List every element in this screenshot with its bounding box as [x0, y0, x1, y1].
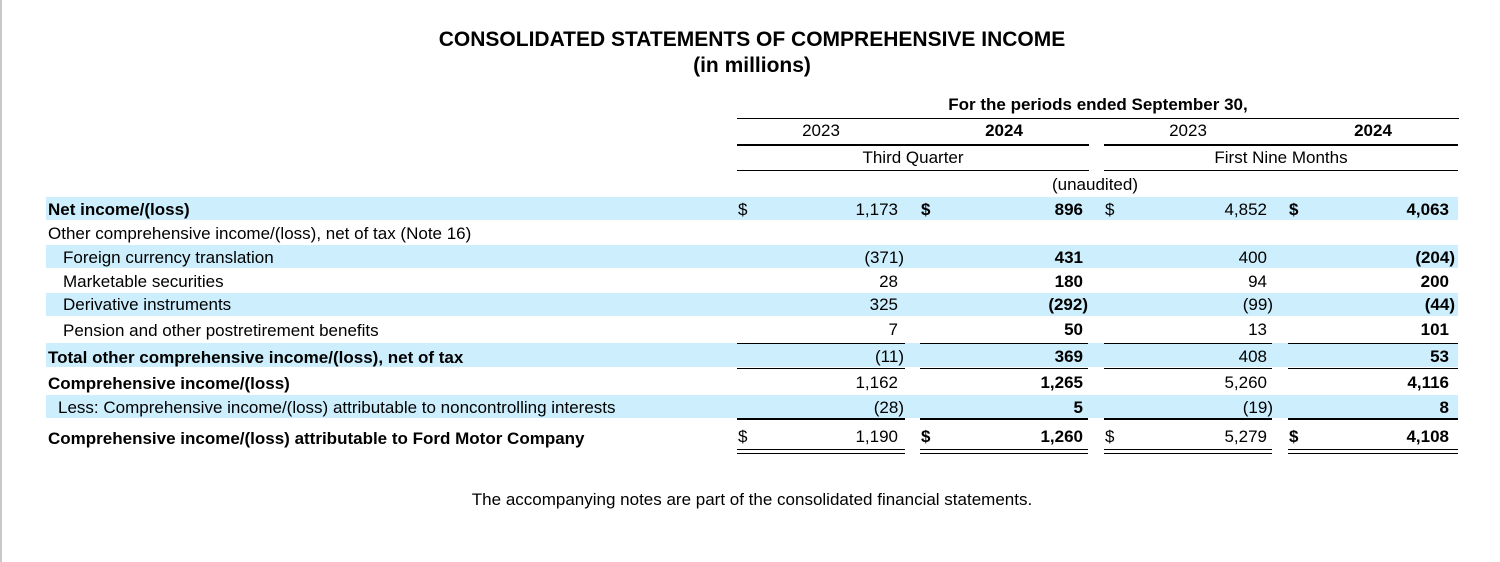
- value-cell: 5: [1073, 398, 1083, 417]
- row-label-marketable-securities: Marketable securities: [63, 272, 224, 291]
- row-label-noncontrolling-interests: Less: Comprehensive income/(loss) attributable to noncontrolling interests: [58, 398, 616, 417]
- row-label-oci-section: Other comprehensive income/(loss), net of tax (Note 16): [48, 224, 472, 243]
- year-2024-q: 2024: [985, 121, 1023, 140]
- total-rule: [1104, 368, 1272, 369]
- quarter-rule: [737, 144, 1089, 146]
- unaudited-note: (unaudited): [1051, 175, 1138, 194]
- value-cell: 1,265: [1040, 373, 1083, 392]
- row-label-attributable-to-ford: Comprehensive income/(loss) attributable to Ford Motor Company: [48, 429, 585, 448]
- value-cell: 7: [888, 320, 898, 339]
- row-label-net-income: Net income/(loss): [48, 200, 190, 219]
- value-cell: 369: [1054, 347, 1083, 366]
- value-cell: 1,260: [1040, 427, 1083, 446]
- value-cell: 8: [1439, 398, 1449, 417]
- subtotal-rule: [1288, 343, 1458, 344]
- subtotal-rule: [1104, 343, 1272, 344]
- value-cell: 1,190: [855, 427, 898, 446]
- year-2024-n: 2024: [1354, 121, 1392, 140]
- value-cell: 200: [1420, 272, 1449, 291]
- ninemonths-rule-2: [1104, 170, 1458, 171]
- periods-header: For the periods ended September 30,: [948, 95, 1248, 114]
- value-cell: 28: [879, 272, 898, 291]
- year-2023-n: 2023: [1169, 121, 1207, 140]
- value-cell: (44): [1424, 295, 1455, 314]
- currency-symbol: $: [1289, 200, 1299, 219]
- value-cell: 4,116: [1407, 373, 1449, 392]
- row-label-derivative-instruments: Derivative instruments: [63, 295, 232, 314]
- value-cell: (11): [875, 347, 904, 366]
- currency-symbol: $: [738, 427, 748, 446]
- value-cell: 1,162: [855, 373, 898, 392]
- value-cell: (19): [1242, 398, 1273, 417]
- value-cell: 4,108: [1406, 427, 1449, 446]
- value-cell: 400: [1238, 248, 1267, 267]
- double-underline: [737, 449, 905, 454]
- row-label-foreign-currency: Foreign currency translation: [63, 248, 274, 267]
- value-cell: 4,063: [1406, 200, 1449, 219]
- subtotal-rule: [737, 343, 905, 344]
- value-cell: 5,279: [1224, 427, 1267, 446]
- final-rule: [920, 418, 1088, 420]
- final-rule: [1104, 418, 1272, 420]
- currency-symbol: $: [1289, 427, 1299, 446]
- ninemonths-rule: [1104, 144, 1458, 146]
- final-rule: [1288, 418, 1458, 420]
- currency-symbol: $: [921, 200, 931, 219]
- footer-note: The accompanying notes are part of the consolidated financial statements.: [471, 490, 1033, 509]
- periods-rule: [737, 118, 1459, 119]
- value-cell: 5,260: [1224, 373, 1267, 392]
- double-underline: [920, 449, 1088, 454]
- currency-symbol: $: [921, 427, 931, 446]
- double-underline: [1104, 449, 1272, 454]
- total-rule: [737, 368, 905, 369]
- value-cell: (371): [864, 248, 904, 267]
- double-underline: [1288, 449, 1458, 454]
- first-nine-months-header: First Nine Months: [1214, 148, 1348, 167]
- value-cell: (292): [1048, 295, 1088, 314]
- row-label-comprehensive-income: Comprehensive income/(loss): [48, 374, 290, 393]
- value-cell: 53: [1430, 347, 1449, 366]
- value-cell: (99): [1242, 295, 1273, 314]
- subtotal-rule: [920, 343, 1088, 344]
- year-2023-q: 2023: [802, 121, 840, 140]
- value-cell: 94: [1248, 272, 1267, 291]
- currency-symbol: $: [1105, 200, 1115, 219]
- value-cell: 13: [1248, 320, 1267, 339]
- value-cell: 431: [1054, 248, 1083, 267]
- value-cell: 50: [1064, 320, 1083, 339]
- value-cell: 896: [1054, 200, 1083, 219]
- currency-symbol: $: [1105, 427, 1115, 446]
- final-rule: [737, 418, 905, 420]
- statement-subtitle: (in millions): [693, 54, 811, 77]
- value-cell: 101: [1420, 320, 1449, 339]
- row-label-total-oci: Total other comprehensive income/(loss), net of tax: [48, 348, 464, 367]
- currency-symbol: $: [738, 200, 748, 219]
- statement-title: CONSOLIDATED STATEMENTS OF COMPREHENSIVE INCOME: [438, 28, 1066, 51]
- value-cell: 4,852: [1224, 200, 1267, 219]
- third-quarter-header: Third Quarter: [862, 148, 964, 167]
- value-cell: 325: [869, 295, 898, 314]
- value-cell: 180: [1054, 272, 1083, 291]
- quarter-rule-2: [737, 170, 1089, 171]
- total-rule: [920, 368, 1088, 369]
- value-cell: (204): [1415, 248, 1455, 267]
- value-cell: (28): [873, 398, 904, 417]
- window-edge: [0, 0, 2, 562]
- value-cell: 408: [1238, 347, 1267, 366]
- total-rule: [1288, 368, 1458, 369]
- row-label-pension-benefits: Pension and other postretirement benefits: [63, 321, 379, 340]
- value-cell: 1,173: [855, 200, 898, 219]
